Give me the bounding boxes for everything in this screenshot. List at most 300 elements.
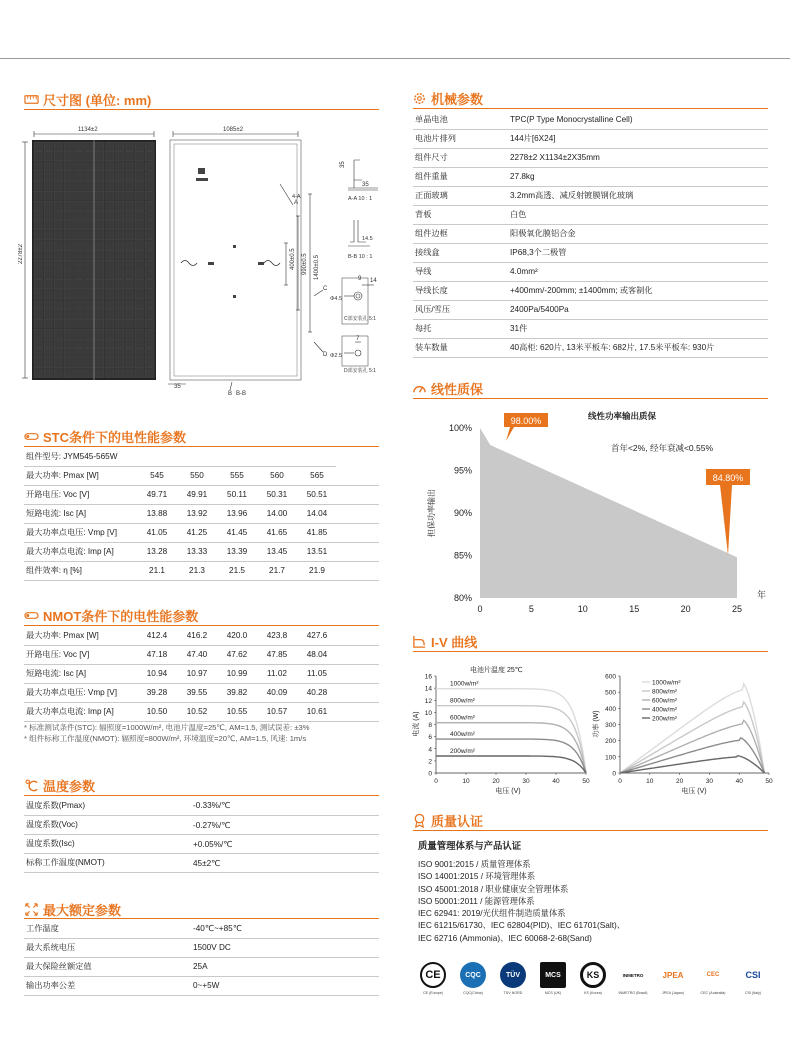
solar-cell bbox=[145, 270, 154, 279]
quality-section-title: 质量认证 bbox=[412, 811, 483, 830]
solar-cell bbox=[34, 241, 43, 250]
solar-cell bbox=[105, 191, 114, 200]
solar-cell bbox=[135, 250, 144, 259]
solar-cell bbox=[125, 319, 134, 328]
solar-cell bbox=[64, 369, 73, 378]
solar-cell bbox=[54, 250, 63, 259]
solar-cell bbox=[64, 359, 73, 368]
solar-cell bbox=[54, 201, 63, 210]
quality-title-underline bbox=[413, 830, 768, 831]
cell-value: 10.61 bbox=[296, 702, 336, 721]
row-value: +400mm/-200mm; ±1400mm; 或客制化 bbox=[508, 281, 768, 300]
x-tick-label: 30 bbox=[705, 778, 714, 785]
solar-cell bbox=[85, 369, 94, 378]
solar-cell bbox=[135, 181, 144, 190]
svg-text:1400±0.5: 1400±0.5 bbox=[314, 255, 320, 280]
cell-value: 41.85 bbox=[296, 523, 336, 542]
solar-cell bbox=[85, 181, 94, 190]
solar-cell bbox=[34, 369, 43, 378]
max-rating-section-title: 最大额定参数 bbox=[24, 900, 121, 919]
linear-warranty-chart bbox=[412, 403, 782, 618]
solar-cell bbox=[125, 309, 134, 318]
power-series-line bbox=[620, 756, 765, 773]
solar-cell bbox=[64, 181, 73, 190]
solar-cell bbox=[95, 369, 104, 378]
logo-caption: MCS (UK) bbox=[544, 991, 562, 995]
cell-pad bbox=[336, 485, 379, 504]
row-label: 风压/雪压 bbox=[413, 300, 508, 319]
solar-cell bbox=[125, 280, 134, 289]
legend-label: 1000w/m² bbox=[652, 679, 681, 687]
solar-cell bbox=[135, 260, 144, 269]
solar-cell bbox=[145, 241, 154, 250]
svg-text:B: B bbox=[228, 391, 233, 397]
solar-cell bbox=[145, 172, 154, 181]
cell-value: 50.31 bbox=[256, 485, 296, 504]
solar-cell bbox=[34, 260, 43, 269]
solar-cell bbox=[135, 162, 144, 171]
solar-cell bbox=[95, 290, 104, 299]
stc-table bbox=[24, 447, 379, 581]
cell-value: 40.28 bbox=[296, 683, 336, 702]
solar-cell bbox=[135, 339, 144, 348]
table-row bbox=[24, 626, 379, 645]
solar-cell bbox=[64, 250, 73, 259]
solar-cell bbox=[74, 181, 83, 190]
x-tick-label: 30 bbox=[522, 778, 530, 785]
dimension-drawing bbox=[18, 120, 380, 398]
table-row bbox=[24, 853, 379, 872]
solar-cell bbox=[64, 339, 73, 348]
expand-arrows-icon bbox=[24, 902, 39, 917]
power-series-line bbox=[620, 720, 765, 773]
table-row bbox=[24, 834, 379, 853]
cell-value: 21.9 bbox=[296, 561, 336, 580]
x-tick-label: 5 bbox=[528, 604, 534, 614]
solar-cell bbox=[34, 339, 43, 348]
svg-text:C: C bbox=[323, 286, 328, 292]
solar-cell bbox=[105, 172, 114, 181]
solar-cell bbox=[64, 142, 73, 151]
row-label: 温度系数(Voc) bbox=[24, 815, 191, 834]
solar-cell bbox=[145, 290, 154, 299]
cell-value: 416.2 bbox=[176, 626, 216, 645]
table-row bbox=[24, 664, 379, 683]
solar-cell bbox=[54, 369, 63, 378]
row-value: -0.33%/℃ bbox=[191, 796, 379, 815]
solar-cell bbox=[95, 241, 104, 250]
solar-cell bbox=[105, 280, 114, 289]
solar-cell bbox=[145, 191, 154, 200]
solar-cell bbox=[95, 300, 104, 309]
solar-cell bbox=[64, 319, 73, 328]
cell-value: 13.45 bbox=[256, 542, 296, 561]
table-row bbox=[413, 262, 768, 281]
row-value: 阳极氧化膜铝合金 bbox=[508, 224, 768, 243]
y-tick-label: 4 bbox=[428, 746, 432, 754]
dimension-section-title: 尺寸图 (单位: mm) bbox=[24, 90, 151, 109]
solar-cell bbox=[74, 172, 83, 181]
certification-logo bbox=[494, 962, 532, 995]
solar-cell bbox=[125, 359, 134, 368]
solar-cell bbox=[125, 260, 134, 269]
gear-icon bbox=[412, 91, 427, 106]
certificate-icon bbox=[412, 813, 427, 828]
solar-cell bbox=[64, 270, 73, 279]
row-label: 背板 bbox=[413, 205, 508, 224]
cell-pad bbox=[336, 683, 379, 702]
solar-cell bbox=[125, 231, 134, 240]
solar-cell bbox=[145, 221, 154, 230]
solar-cell bbox=[95, 349, 104, 358]
row-label: 温度系数(Pmax) bbox=[24, 796, 191, 815]
row-label: 开路电压: Voc [V] bbox=[24, 645, 136, 664]
logo-caption: CQC(China) bbox=[463, 991, 483, 995]
solar-cell bbox=[115, 221, 124, 230]
solar-cell bbox=[74, 300, 83, 309]
row-label: 最大功率: Pmax [W] bbox=[24, 626, 136, 645]
stc-note: * 标准测试条件(STC): 辐照度=1000W/m², 电池片温度=25℃, AM=1.5, 测试误差: ±3% bbox=[24, 723, 310, 732]
solar-cell bbox=[115, 329, 124, 338]
module-model: 组件型号: JYM545-565W bbox=[24, 447, 336, 466]
row-label: 温度系数(Isc) bbox=[24, 834, 191, 853]
temperature-table bbox=[24, 796, 379, 873]
warranty-area bbox=[480, 428, 737, 598]
cell-value: 420.0 bbox=[216, 626, 256, 645]
cell-value: 412.4 bbox=[136, 626, 176, 645]
solar-cell bbox=[54, 290, 63, 299]
solar-cell bbox=[135, 211, 144, 220]
solar-cell bbox=[85, 191, 94, 200]
y-tick-label: 200 bbox=[605, 738, 616, 746]
solar-cell bbox=[85, 319, 94, 328]
cell-value: 10.94 bbox=[136, 664, 176, 683]
x-tick-label: 0 bbox=[434, 778, 438, 785]
solar-cell bbox=[44, 300, 53, 309]
solar-cell bbox=[145, 231, 154, 240]
svg-text:35: 35 bbox=[340, 161, 346, 168]
cell-value: 14.04 bbox=[296, 504, 336, 523]
row-value: 144片[6X24] bbox=[508, 129, 768, 148]
solar-cell bbox=[125, 349, 134, 358]
solar-cell bbox=[85, 162, 94, 171]
cell-pad bbox=[336, 561, 379, 580]
cell-pad bbox=[336, 626, 379, 645]
table-row bbox=[24, 683, 379, 702]
solar-cell bbox=[105, 339, 114, 348]
svg-text:400±0.5: 400±0.5 bbox=[290, 248, 296, 270]
solar-cell bbox=[34, 211, 43, 220]
solar-cell bbox=[44, 250, 53, 259]
solar-cell bbox=[105, 270, 114, 279]
max-rating-table bbox=[24, 919, 379, 996]
logo-mark: KS bbox=[580, 962, 606, 988]
cell-value: 39.28 bbox=[136, 683, 176, 702]
cell-value: 13.28 bbox=[136, 542, 176, 561]
solar-cell bbox=[125, 172, 134, 181]
table-row bbox=[24, 542, 379, 561]
solar-cell bbox=[95, 359, 104, 368]
solar-cell bbox=[135, 309, 144, 318]
table-row bbox=[24, 957, 379, 976]
junction-boxes bbox=[181, 168, 280, 298]
chart-title: 电池片温度 25℃ bbox=[470, 667, 523, 674]
solar-cell bbox=[34, 221, 43, 230]
solar-cell bbox=[95, 270, 104, 279]
cell-value: 13.39 bbox=[216, 542, 256, 561]
solar-cell bbox=[74, 152, 83, 161]
solar-cell bbox=[54, 241, 63, 250]
certification-item: IEC 61215/61730、IEC 62804(PID)、IEC 61701(Salt)、 bbox=[418, 920, 626, 931]
solar-cell bbox=[44, 260, 53, 269]
solar-cell bbox=[105, 300, 114, 309]
chart-title: 线性功率输出质保 bbox=[587, 411, 657, 421]
solar-cell bbox=[74, 369, 83, 378]
solar-cell bbox=[74, 319, 83, 328]
table-row bbox=[24, 919, 379, 938]
solar-cell bbox=[74, 142, 83, 151]
table-row bbox=[24, 466, 379, 485]
solar-cell bbox=[54, 319, 63, 328]
solar-cell bbox=[85, 359, 94, 368]
solar-cell bbox=[34, 181, 43, 190]
solar-cell bbox=[95, 172, 104, 181]
svg-text:C部安装孔 5:1: C部安装孔 5:1 bbox=[344, 316, 376, 322]
solar-cell bbox=[145, 181, 154, 190]
solar-cell bbox=[34, 280, 43, 289]
certification-item: IEC 62716 (Ammonia)、IEC 60068-2-68(Sand) bbox=[418, 932, 592, 943]
cell-pad bbox=[336, 504, 379, 523]
solar-cell bbox=[85, 201, 94, 210]
solar-cell bbox=[105, 349, 114, 358]
solar-cell bbox=[54, 172, 63, 181]
table-row bbox=[413, 148, 768, 167]
cell-value: 11.05 bbox=[296, 664, 336, 683]
solar-cell bbox=[34, 329, 43, 338]
cell-value: 41.45 bbox=[216, 523, 256, 542]
table-row bbox=[24, 938, 379, 957]
y-tick-label: 95% bbox=[453, 465, 472, 476]
table-row bbox=[413, 300, 768, 319]
certification-logo bbox=[694, 962, 732, 995]
solar-cell bbox=[74, 339, 83, 348]
solar-cell bbox=[54, 162, 63, 171]
cell-value: 49.91 bbox=[176, 485, 216, 504]
logo-mark: CQC bbox=[460, 962, 486, 988]
cell-value: 21.7 bbox=[256, 561, 296, 580]
certification-logo bbox=[654, 962, 692, 995]
solar-cell bbox=[135, 300, 144, 309]
solar-cell bbox=[44, 309, 53, 318]
cell-value: 14.00 bbox=[256, 504, 296, 523]
solar-cell bbox=[34, 162, 43, 171]
callout-end-label: 84.80% bbox=[712, 473, 744, 483]
x-axis-label: 电压 (V) bbox=[681, 788, 707, 795]
solar-cell bbox=[85, 142, 94, 151]
logo-caption: CSI (Italy) bbox=[745, 991, 761, 995]
solar-cell bbox=[34, 349, 43, 358]
solar-cell bbox=[95, 309, 104, 318]
row-label: 装车数量 bbox=[413, 338, 508, 357]
row-value: +0.05%/℃ bbox=[191, 834, 379, 853]
solar-cell bbox=[125, 270, 134, 279]
row-value: 25A bbox=[191, 957, 379, 976]
cell-value: 41.65 bbox=[256, 523, 296, 542]
solar-cell bbox=[135, 191, 144, 200]
iv-power-chart bbox=[586, 660, 782, 800]
cell-value: 13.92 bbox=[176, 504, 216, 523]
solar-cell bbox=[44, 191, 53, 200]
solar-cell bbox=[54, 211, 63, 220]
solar-cell bbox=[54, 181, 63, 190]
solar-cell bbox=[105, 260, 114, 269]
table-row bbox=[413, 338, 768, 357]
solar-cell bbox=[34, 191, 43, 200]
row-label: 电池片排列 bbox=[413, 129, 508, 148]
table-row bbox=[413, 224, 768, 243]
solar-cell bbox=[145, 211, 154, 220]
table-row bbox=[24, 976, 379, 995]
cell-value: 10.50 bbox=[136, 702, 176, 721]
cell-value: 50.51 bbox=[296, 485, 336, 504]
solar-cell bbox=[95, 319, 104, 328]
solar-cell bbox=[64, 191, 73, 200]
solar-cell bbox=[44, 221, 53, 230]
x-tick-label: 20 bbox=[675, 778, 684, 785]
solar-cell bbox=[115, 181, 124, 190]
y-axis-label: 功率 (W) bbox=[593, 710, 600, 738]
certification-logo bbox=[414, 962, 452, 995]
solar-cell bbox=[34, 142, 43, 151]
solar-cell bbox=[125, 250, 134, 259]
stc-section-title: STC条件下的电性能参数 bbox=[24, 427, 186, 446]
row-label: 标称工作温度(NMOT) bbox=[24, 853, 191, 872]
solar-cell bbox=[95, 329, 104, 338]
svg-text:B-B 10 : 1: B-B 10 : 1 bbox=[348, 254, 373, 260]
solar-cell bbox=[105, 152, 114, 161]
row-value: 31件 bbox=[508, 319, 768, 338]
solar-cell bbox=[74, 221, 83, 230]
row-label: 导线 bbox=[413, 262, 508, 281]
solar-cell bbox=[54, 260, 63, 269]
solar-cell bbox=[125, 369, 134, 378]
certification-item: ISO 45001:2018 / 职业健康安全管理体系 bbox=[418, 883, 569, 894]
solar-cell bbox=[44, 329, 53, 338]
solar-cell bbox=[145, 152, 154, 161]
solar-cell bbox=[74, 211, 83, 220]
solar-cell bbox=[85, 221, 94, 230]
row-label: 最大功率点电压: Vmp [V] bbox=[24, 683, 136, 702]
solar-cell bbox=[64, 221, 73, 230]
certification-item: ISO 9001:2015 / 质量管理体系 bbox=[418, 859, 531, 869]
solar-cell bbox=[135, 241, 144, 250]
solar-cell bbox=[34, 290, 43, 299]
thermometer-icon bbox=[24, 608, 39, 623]
solar-cell bbox=[54, 309, 63, 318]
cell-value: 11.02 bbox=[256, 664, 296, 683]
solar-cell bbox=[145, 359, 154, 368]
certification-logos bbox=[414, 962, 774, 1012]
solar-cell bbox=[115, 280, 124, 289]
solar-cell bbox=[64, 290, 73, 299]
solar-cell bbox=[135, 231, 144, 240]
row-label: 短路电流: Isc [A] bbox=[24, 664, 136, 683]
cell-value: 41.25 bbox=[176, 523, 216, 542]
row-value: 0~+5W bbox=[191, 976, 379, 995]
row-label: 组件尺寸 bbox=[413, 148, 508, 167]
linear-title-underline bbox=[413, 398, 768, 399]
mechanical-section-title: 机械参数 bbox=[412, 89, 483, 108]
linear-section-title: 线性质保 bbox=[412, 379, 483, 398]
solar-cell bbox=[145, 329, 154, 338]
row-value: 1500V DC bbox=[191, 938, 379, 957]
solar-cell bbox=[135, 280, 144, 289]
solar-cell bbox=[54, 231, 63, 240]
cell-value: 39.55 bbox=[176, 683, 216, 702]
solar-cell bbox=[115, 290, 124, 299]
series-label: 800w/m² bbox=[450, 697, 475, 705]
solar-cell bbox=[105, 369, 114, 378]
svg-text:B-B: B-B bbox=[236, 391, 247, 397]
solar-cell bbox=[34, 309, 43, 318]
solar-cell bbox=[85, 270, 94, 279]
certification-item: IEC 62941: 2019/光伏组件制造质量体系 bbox=[418, 908, 566, 919]
solar-cell bbox=[125, 329, 134, 338]
solar-cell bbox=[105, 290, 114, 299]
solar-cell bbox=[85, 250, 94, 259]
solar-cell bbox=[85, 211, 94, 220]
solar-cell bbox=[125, 191, 134, 200]
svg-text:14: 14 bbox=[370, 278, 377, 284]
solar-cell bbox=[135, 359, 144, 368]
solar-cell bbox=[85, 349, 94, 358]
legend-label: 200w/m² bbox=[652, 715, 677, 723]
solar-cell bbox=[145, 319, 154, 328]
cell-value: 41.05 bbox=[136, 523, 176, 542]
solar-cell bbox=[95, 152, 104, 161]
solar-cell bbox=[85, 329, 94, 338]
solar-cell bbox=[54, 300, 63, 309]
y-tick-label: 0 bbox=[428, 770, 432, 778]
solar-cell bbox=[74, 349, 83, 358]
table-row bbox=[413, 281, 768, 300]
solar-cell bbox=[125, 211, 134, 220]
row-label: 工作温度 bbox=[24, 919, 191, 938]
solar-cell bbox=[105, 309, 114, 318]
solar-cell bbox=[125, 162, 134, 171]
legend-label: 600w/m² bbox=[652, 697, 677, 705]
nmot-section-title: NMOT条件下的电性能参数 bbox=[24, 606, 198, 625]
solar-cell bbox=[105, 211, 114, 220]
iv-series-line bbox=[436, 756, 586, 773]
solar-cell bbox=[145, 260, 154, 269]
quality-heading: 质量管理体系与产品认证 bbox=[418, 840, 522, 851]
table-row bbox=[24, 561, 379, 580]
solar-cell bbox=[145, 349, 154, 358]
solar-cell bbox=[145, 339, 154, 348]
y-tick-label: 100 bbox=[605, 754, 616, 762]
nmot-note: * 组件标称工作温度(NMOT): 辐照度=800W/m², 环境温度=20℃, AM=1.5, 风速: 1m/s bbox=[24, 734, 307, 743]
y-tick-label: 600 bbox=[605, 673, 616, 681]
solar-cell bbox=[44, 152, 53, 161]
certification-item: ISO 50001:2011 / 能源管理体系 bbox=[418, 895, 535, 906]
x-tick-label: 50 bbox=[582, 778, 590, 785]
cell-value: 13.51 bbox=[296, 542, 336, 561]
logo-caption: KS (Korea) bbox=[584, 991, 602, 995]
certification-logo bbox=[454, 962, 492, 995]
iv-section-title: I-V 曲线 bbox=[412, 632, 477, 651]
solar-cell bbox=[74, 162, 83, 171]
